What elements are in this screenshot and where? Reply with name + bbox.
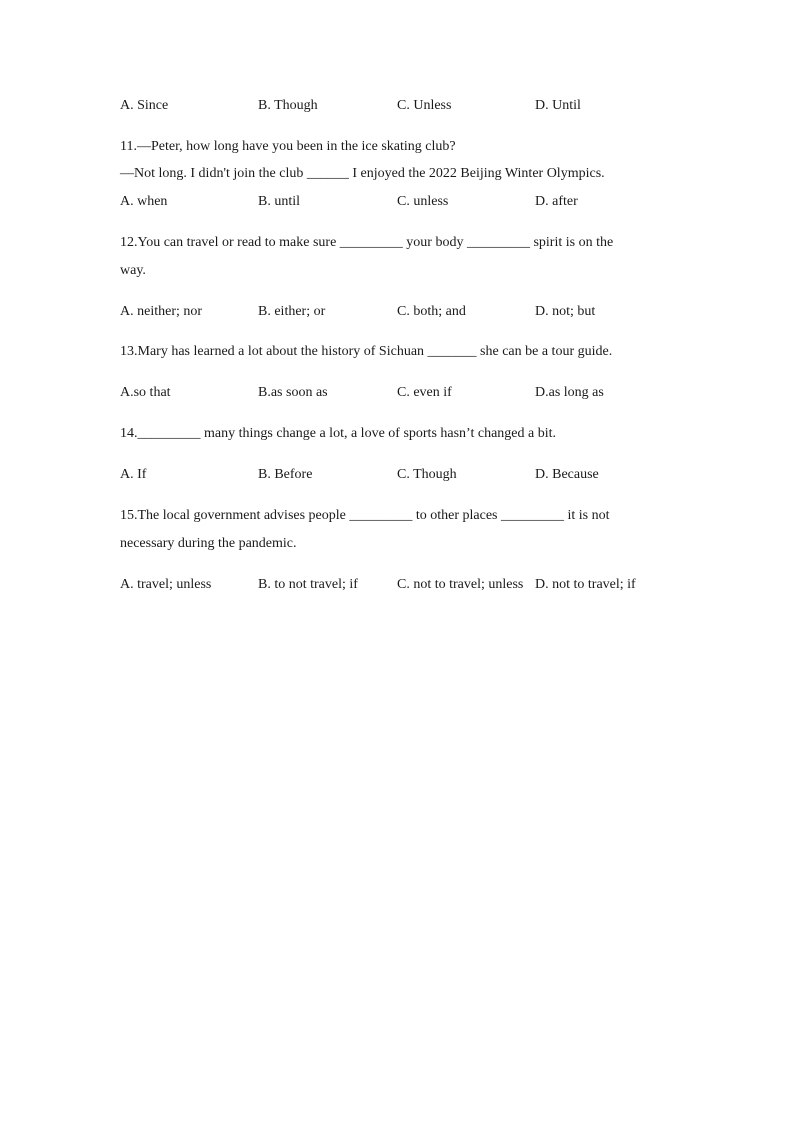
q13-option-a: A.so that: [120, 385, 171, 400]
q15-option-a: A. travel; unless: [120, 577, 212, 592]
q13-option-d: D.as long as: [535, 385, 604, 400]
q13-options: [120, 383, 680, 403]
q12-question-line-2: way.: [120, 263, 146, 278]
q15-options: [120, 575, 680, 595]
q14-question-line-1: 14._________ many things change a lot, a love of sports hasn’t changed a bit.: [120, 426, 556, 441]
q12-option-a: A. neither; nor: [120, 304, 203, 319]
q15-option-b: B. to not travel; if: [258, 577, 358, 592]
q15-question-line-2: necessary during the pandemic.: [120, 536, 297, 551]
q12-option-c: C. both; and: [397, 304, 466, 319]
q11-option-b: B. until: [258, 194, 301, 209]
q10-option-c: C. Unless: [397, 98, 452, 113]
q15-option-d: D. not to travel; if: [535, 577, 636, 592]
q11-question-line-2: —Not long. I didn't join the club ______ I enjoyed the 2022 Beijing Winter Olympics.: [120, 166, 605, 181]
q14-option-b: B. Before: [258, 467, 313, 482]
q13-question-line-1: 13.Mary has learned a lot about the history of Sichuan _______ she can be a tour guide.: [120, 344, 613, 359]
q10-option-a: A. Since: [120, 98, 169, 113]
q14-options: [120, 465, 680, 485]
q11-option-d: D. after: [535, 194, 578, 209]
q11-question-line-1: 11.—Peter, how long have you been in the ice skating club?: [120, 139, 456, 154]
q11-option-a: A. when: [120, 194, 168, 209]
q12-option-d: D. not; but: [535, 304, 596, 319]
q14-option-d: D. Because: [535, 467, 599, 482]
q13-option-b: B.as soon as: [258, 385, 328, 400]
q10-options: [120, 96, 680, 116]
q10-option-d: D. Until: [535, 98, 581, 113]
q14-option-c: C. Though: [397, 467, 457, 482]
q12-question-line-1: 12.You can travel or read to make sure _________ your body _________ spirit is on the: [120, 235, 614, 250]
q14-option-a: A. If: [120, 467, 147, 482]
q11-option-c: C. unless: [397, 194, 449, 209]
q10-option-b: B. Though: [258, 98, 318, 113]
q12-option-b: B. either; or: [258, 304, 326, 319]
q13-option-c: C. even if: [397, 385, 452, 400]
q11-options: [120, 192, 680, 212]
q15-option-c: C. not to travel; unless: [397, 577, 524, 592]
q12-options: [120, 302, 680, 322]
q15-question-line-1: 15.The local government advises people _________ to other places _________ it is not: [120, 508, 610, 523]
